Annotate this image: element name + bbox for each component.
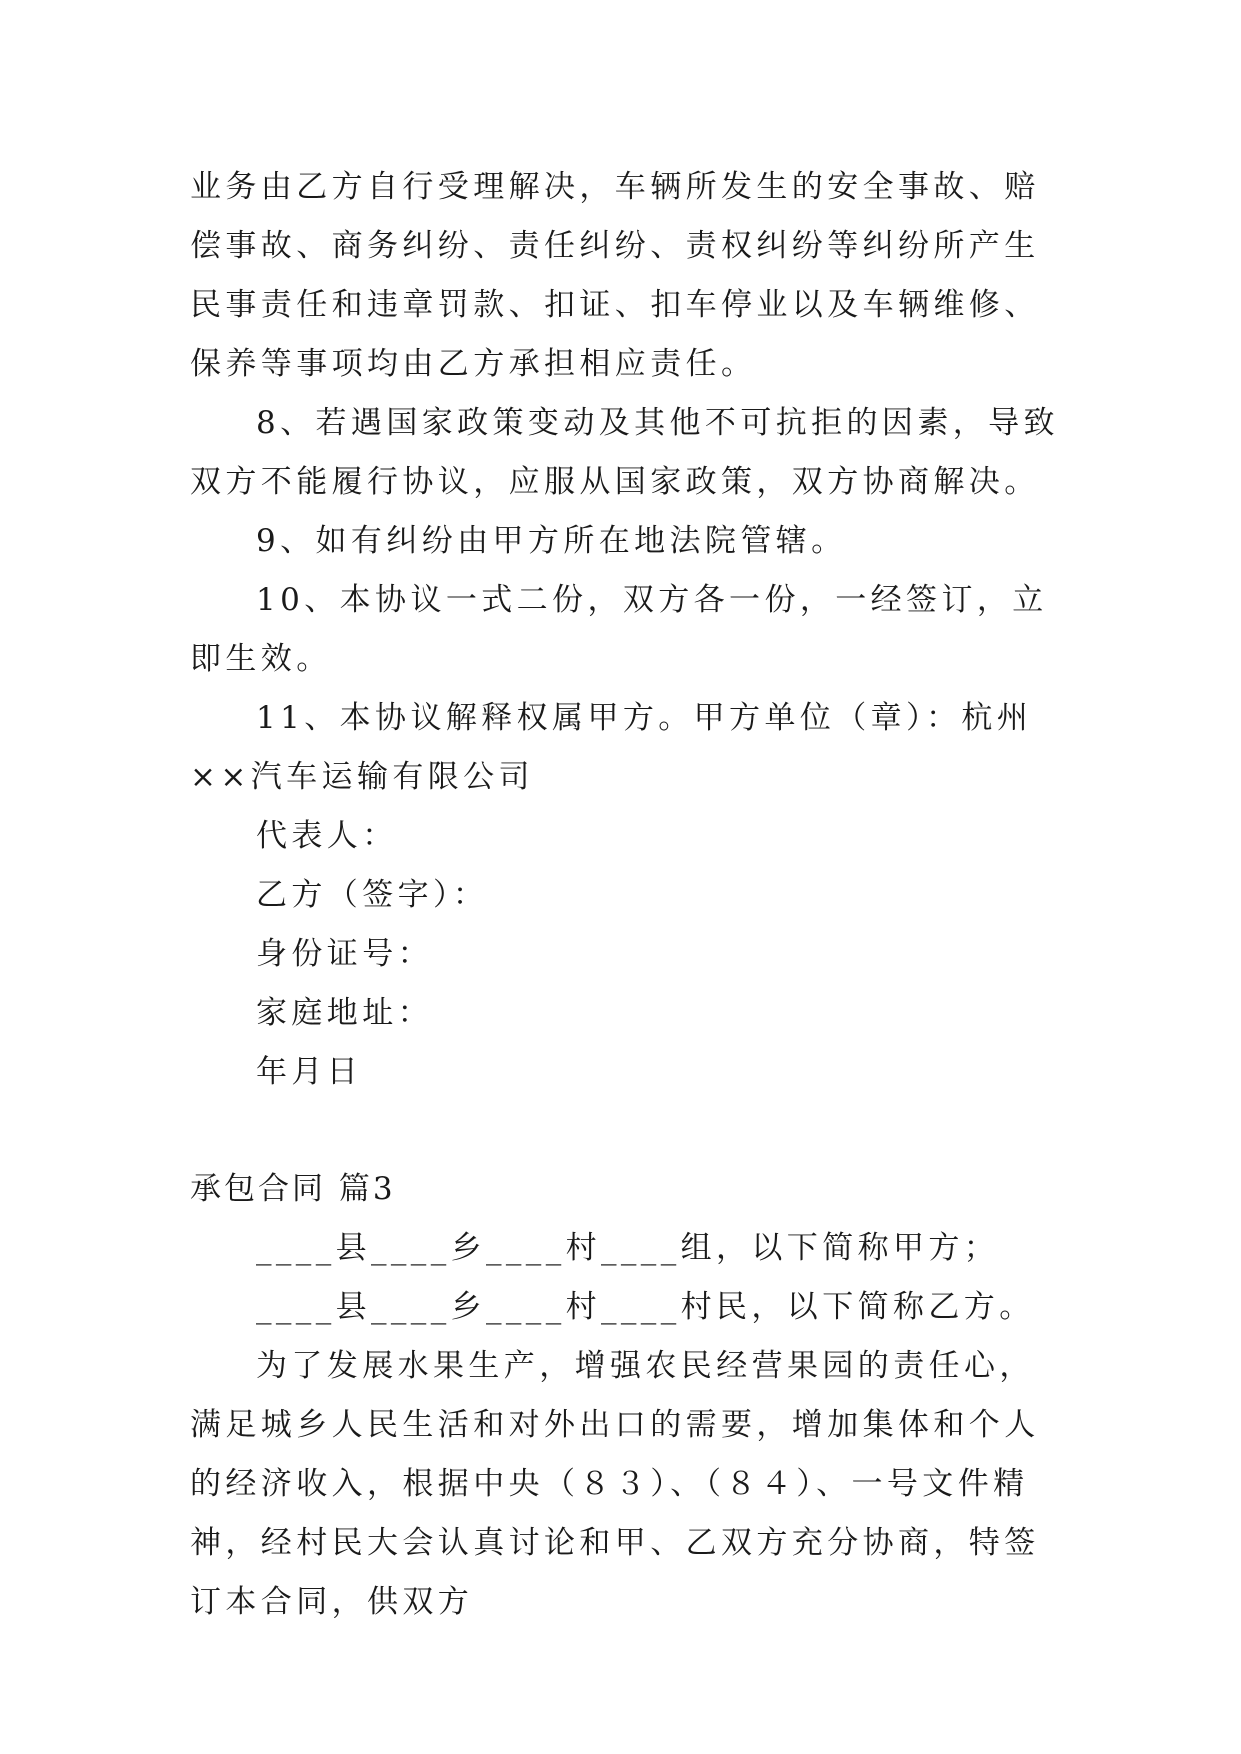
paragraph: 10、本协议一式二份，双方各一份，一经签订，立即生效。 <box>190 582 1048 677</box>
signature-line: 年月日 <box>256 1054 363 1090</box>
paragraph: 业务由乙方自行受理解决，车辆所发生的安全事故、赔偿事故、商务纠纷、责任纠纷、责权纠纷等纠纷所产生民事责任和违章罚款、扣证、扣车停业以及车辆维修、保养等事项均由乙方承担相应责任。 <box>190 169 1040 382</box>
paragraph: 9、如有纠纷由甲方所在地法院管辖。 <box>256 523 847 559</box>
spacer <box>190 1102 1060 1160</box>
section-heading: 承包合同 篇3 <box>190 1171 396 1207</box>
paragraph: 8、若遇国家政策变动及其他不可抗拒的因素，导致双方不能履行协议，应服从国家政策，双方协商解决。 <box>190 405 1059 500</box>
paragraph: ____县____乡____村____组，以下简称甲方； <box>256 1230 1000 1266</box>
paragraph: 11、本协议解释权属甲方。甲方单位（章）：杭州××汽车运输有限公司 <box>190 700 1033 795</box>
paragraph: ____县____乡____村____村民，以下简称乙方。 <box>256 1289 1035 1325</box>
signature-line: 家庭地址： <box>256 995 433 1031</box>
signature-line: 代表人： <box>256 818 398 854</box>
signature-line: 乙方（签字）： <box>256 877 489 913</box>
document-page <box>190 158 1060 1632</box>
paragraph: 为了发展水果生产，增强农民经营果园的责任心，满足城乡人民生活和对外出口的需要，增加集体和个人的经济收入，根据中央（８３）、（８４）、一号文件精神，经村民大会认真讨论和甲、乙双方充分协商，特签订本合同，供双方 <box>190 1348 1040 1620</box>
signature-line: 身份证号： <box>256 936 433 972</box>
